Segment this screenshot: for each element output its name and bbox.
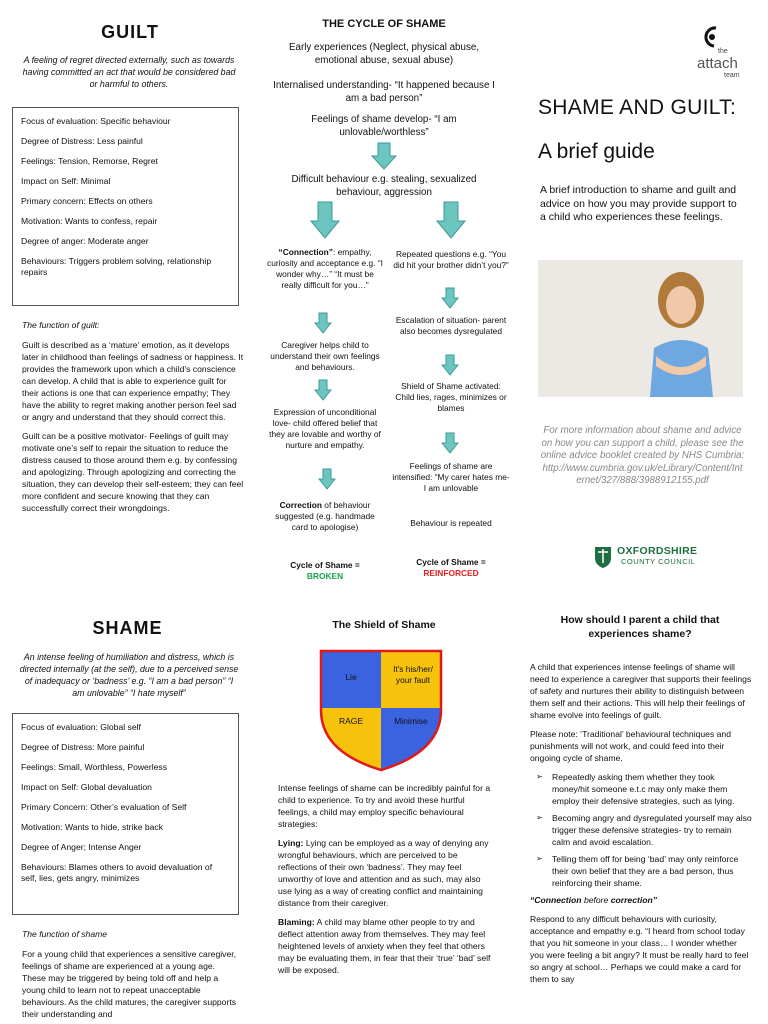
guilt-definition: A feeling of regret directed externally, such as towards having committed an act that would be considered bad or harmful to others.: [22, 55, 236, 89]
shame-trait: Motivation: Wants to hide, strike back: [21, 822, 164, 832]
cycle-right-step: Repeated questions e.g. “You did hit your brother didn’t you?”: [393, 249, 509, 270]
down-arrow-icon: [441, 432, 459, 454]
down-arrow-icon: [441, 354, 459, 376]
cycle-reinforced-result: Cycle of Shame = REINFORCED: [416, 557, 486, 578]
list-item: ➢ Telling them off for being ‘bad’ may only reinforce their own belief that they are a bad person, thus reinforcing their shame.: [530, 853, 752, 889]
cycle-left-step: Expression of unconditional love- child offered belief that they are lovable and worthy of nurture and empathy.: [269, 407, 381, 450]
down-arrow-icon: [310, 201, 340, 239]
shield-blame: It's his/her/ your fault: [393, 664, 433, 685]
guilt-heading: GUILT: [101, 22, 159, 42]
shield-title: The Shield of Shame: [332, 619, 436, 631]
down-arrow-icon: [314, 312, 332, 334]
attach-logo-icon: [700, 24, 722, 50]
cycle-title: THE CYCLE OF SHAME: [322, 18, 446, 30]
guilt-function: [22, 319, 244, 521]
guilt-trait: Degree of anger: Moderate anger: [21, 236, 149, 246]
cycle-right-step: Escalation of situation- parent also becomes dysregulated: [395, 315, 507, 336]
logo-attach: attach: [697, 55, 738, 72]
down-arrow-icon: [436, 201, 466, 239]
shame-heading: SHAME: [92, 618, 163, 638]
shame-function: [22, 928, 240, 1024]
shield-rage: RAGE: [338, 716, 364, 726]
parenting-paragraph: Respond to any difficult behaviours with curiosity, acceptance and empathy e.g. “I heard from school today that you hit someone in your class… I wonder whether you were feeling a bit angry? It must be really hard to feel so angry at school… Perhaps we could make a card for them to say: [530, 914, 749, 984]
cycle-step: Difficult behaviour e.g. stealing, sexualized behaviour, aggression: [291, 174, 477, 198]
guilt-function-title: The function of guilt:: [22, 320, 100, 330]
shame-traits-box: [12, 713, 239, 915]
shame-trait: Degree of Distress: More painful: [21, 742, 145, 752]
shield-minimise: Minimise: [394, 716, 428, 726]
cycle-right-step: Behaviour is repeated: [410, 518, 492, 528]
shame-trait: Behaviours: Blames others to avoid devaluation of self, lies, gets angry, minimizes: [21, 862, 213, 883]
list-item: ➢ Becoming angry and dysregulated yourself may also trigger these defensive strategies- try to remain calm and avoid escalation.: [530, 812, 752, 848]
down-arrow-icon: [371, 142, 397, 170]
shame-trait: Impact on Self: Global devaluation: [21, 782, 152, 792]
shield-lying: Lying: Lying can be employed as a way of denying any wrongful behaviours, which are perceived to be reflections of their own ‘badness’. They may feel unworthy of love and attention and as such, may also use lying as a way of creating conflict and maintaining distance from their caregiver.: [278, 838, 489, 908]
shame-function-title: The function of shame: [22, 929, 108, 939]
shield-intro: Intense feelings of shame can be incredibly painful for a child to experience. To try and avoid these hurtful feelings, a child may employ specific behavioural strategies:: [278, 783, 491, 829]
connection-subheading: “Connection before correction”: [530, 895, 658, 905]
guilt-paragraph: Guilt is described as a ‘mature’ emotion, as it develops later in childhood than feelings of sadness or happiness. It provides the framework upon which a child’s conscience can develop. A child that is able to experience guilt for their actions is one that can experience empathy; They have the ability to regret making another person feel sad or angry and understand that they should correct this.: [22, 340, 244, 422]
guilt-trait: Focus of evaluation: Specific behaviour: [21, 116, 171, 126]
shame-definition: An intense feeling of humiliation and distress, which is directed internally (at the self), due to a perceived sense of inadequacy or ‘badness’ e.g. “I am a bad person” “I am unlovable” “I hate myself”: [19, 652, 239, 698]
council-name: OXFORDSHIRE: [617, 545, 698, 557]
logo-team: team: [724, 72, 740, 79]
council-subtitle: COUNTY COUNCIL: [621, 557, 696, 566]
shame-trait: Degree of Anger; Intense Anger: [21, 842, 142, 852]
cycle-right-step: Feelings of shame are intensified: “My carer hates me- I am unlovable: [392, 461, 510, 493]
guilt-trait: Motivation: Wants to confess, repair: [21, 216, 158, 226]
guilt-paragraph: Guilt can be a positive motivator- Feelings of guilt may motivate one’s self to repair the situation to reduce the distress caused to those around them e.g. by confessing and apologizing. Through apologizing and correcting the situation, they can develop their self-esteem; they can feel more confident and secure knowing that they can successfully correct their wrongdoings.: [22, 431, 244, 513]
guilt-trait: Feelings: Tension, Remorse, Regret: [21, 156, 158, 166]
cycle-step: Feelings of shame develop- “I am unlovable/worthless”: [311, 114, 457, 138]
shame-trait: Focus of evaluation: Global self: [21, 722, 141, 732]
parenting-text: [530, 661, 752, 992]
down-arrow-icon: [314, 379, 332, 401]
down-arrow-icon: [441, 287, 459, 309]
shield-lie: Lie: [345, 672, 357, 682]
shame-trait: Primary Concern: Other’s evaluation of Self: [21, 802, 187, 812]
guilt-traits-box: [12, 107, 239, 306]
guilt-trait: Impact on Self: Minimal: [21, 176, 111, 186]
shame-paragraph: For a young child that experiences a sensitive caregiver, feelings of shame are experienced at a young age. These may be triggered by being told off and help a young child to learn not to repeat unacceptable behaviours. As the child matures, the caregiver supports their understanding and: [22, 949, 237, 1019]
down-arrow-icon: [318, 468, 336, 490]
more-info: For more information about shame and advice on how you can support a child, please see the online advice booklet created by NHS Cumbria: http://www.cumbria.gov.uk/eLibrary/Content/Internet/327/888/3988912155.pdf: [540, 425, 745, 486]
parenting-paragraph: A child that experiences intense feelings of shame will need to experience a caregiver that supports their feelings of safety and nurtures their ability to distinguish between them self and their actions. This will help their feelings of shame evolve into feelings of guilt.: [530, 662, 752, 720]
shield-blaming: Blaming: A child may blame other people to try and deflect attention away from themselves. They may feel heightened levels of anxiety when they feel that others may be evaluating them, in fear that their ‘true’ ‘bad’ self will be exposed.: [278, 917, 491, 975]
cover-subtitle: A brief guide: [538, 140, 655, 163]
logo-the: the: [718, 48, 728, 55]
list-item: ➢ Repeatedly asking them whether they took money/hit someone e.t.c may only make them employ their defensive strategies, such as lying.: [530, 771, 752, 807]
shield-text: [278, 782, 494, 983]
cycle-step: Internalised understanding- “It happened because I am a bad person”: [273, 80, 495, 104]
cover-title: SHAME AND GUILT:: [538, 96, 737, 119]
parenting-note: Please note: ‘Traditional’ behavioural techniques and punishments will not work, and could feed into their ongoing cycle of shame.: [530, 729, 731, 763]
cycle-step: Early experiences (Neglect, physical abuse, emotional abuse, sexual abuse): [288, 42, 480, 66]
cycle-right-step: Shield of Shame activated: Child lies, rages, minimizes or blames: [395, 381, 507, 413]
parenting-title: How should I parent a child that experiences shame?: [560, 614, 720, 640]
shield-graphic: [318, 648, 444, 772]
cycle-correction: Correction of behaviour suggested (e.g. handmade card to apologise): [275, 500, 375, 532]
guilt-trait: Primary concern: Effects on others: [21, 196, 153, 206]
cycle-broken-result: Cycle of Shame = BROKEN: [290, 560, 360, 581]
cycle-left-step: Caregiver helps child to understand their own feelings and behaviours.: [270, 340, 380, 372]
parenting-bullet-list: [530, 771, 752, 889]
cycle-connection: “Connection”: empathy, curiosity and acceptance e.g. “I wonder why…” “It must be really difficult for you…”: [267, 247, 383, 290]
child-photo: [538, 260, 743, 397]
cover-intro: A brief introduction to shame and guilt and advice on how you may provide support to a child who experiences these feelings.: [540, 184, 737, 223]
council-crest-icon: [592, 543, 614, 569]
shame-trait: Feelings: Small, Worthless, Powerless: [21, 762, 167, 772]
guilt-trait: Degree of Distress: Less painful: [21, 136, 143, 146]
guilt-trait: Behaviours: Triggers problem solving, relationship repairs: [21, 256, 212, 277]
